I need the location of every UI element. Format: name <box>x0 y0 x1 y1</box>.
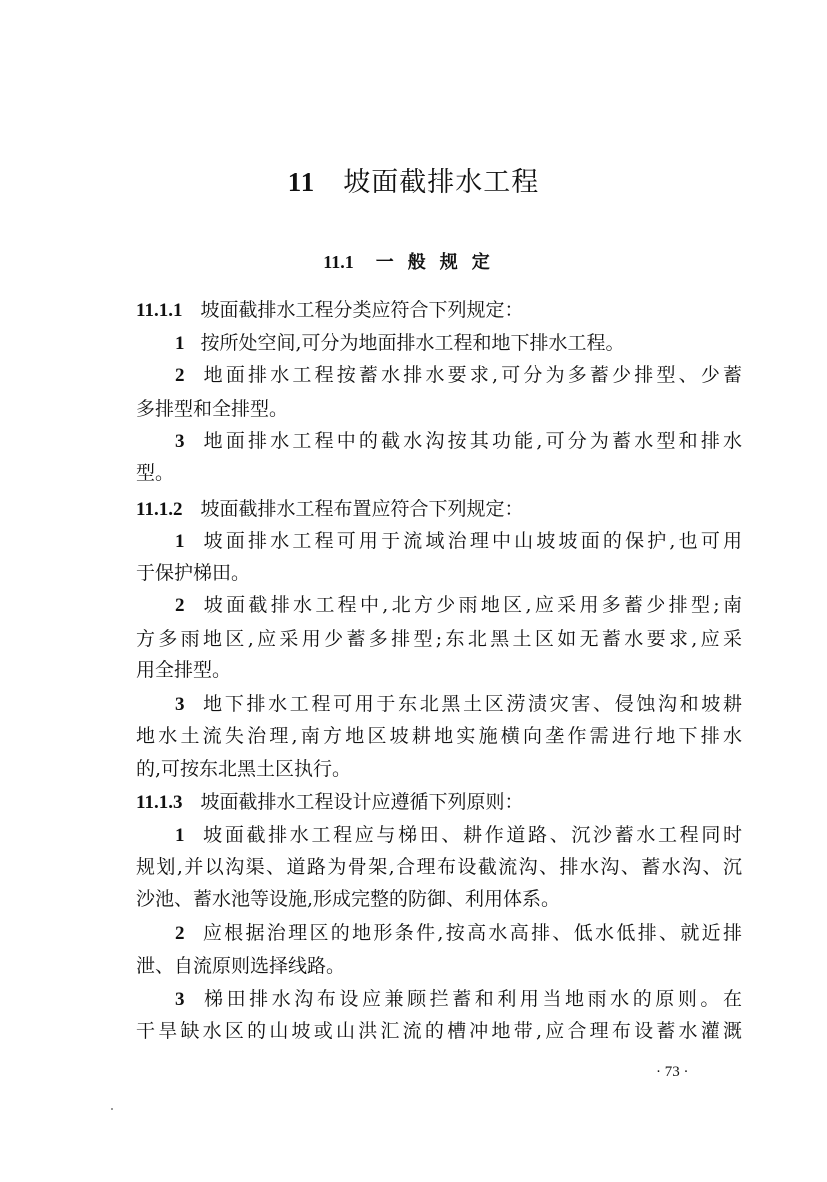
chapter-title-text: 坡面截排水工程 <box>343 167 540 198</box>
item-number: 2 <box>175 923 185 944</box>
text-line <box>136 757 742 781</box>
item-line <box>175 692 742 717</box>
line-text: 沙池、蓄水池等设施,形成完整的防御、利用体系。 <box>136 888 561 910</box>
clause-number: 11.1.3 <box>136 792 183 813</box>
text-line <box>136 658 742 682</box>
text-line <box>136 887 742 911</box>
clause-line <box>136 298 742 323</box>
page-number: · 73 · <box>656 1064 689 1080</box>
line-text: 方多雨地区,应采用少蓄多排型;东北黑土区如无蓄水要求,应采 <box>136 628 742 650</box>
text-line <box>136 855 742 879</box>
clause-line <box>136 790 742 815</box>
line-text: 坡面截排水工程布置应符合下列规定： <box>200 498 524 520</box>
item-number: 2 <box>175 595 185 616</box>
line-text: 应根据治理区的地形条件,按高水高排、低水低排、就近排 <box>200 922 742 944</box>
line-text: 坡面排水工程可用于流域治理中山坡坡面的保护,也可用 <box>200 530 742 552</box>
line-text: 坡面截排水工程应与梯田、耕作道路、沉沙蓄水工程同时 <box>200 824 742 846</box>
scan-speck <box>111 1108 113 1110</box>
section-title-text: 一般规定 <box>375 252 504 273</box>
clause-number: 11.1.2 <box>136 499 183 520</box>
text-line <box>136 397 742 421</box>
text-line <box>136 724 742 748</box>
line-text: 地水土流失治理,南方地区坡耕地实施横向垄作需进行地下排水 <box>136 725 742 747</box>
item-line <box>175 529 742 554</box>
item-number: 3 <box>175 989 185 1010</box>
item-line <box>175 987 742 1012</box>
chapter-title <box>0 160 827 199</box>
line-text: 用全排型。 <box>136 659 232 681</box>
line-text: 坡面截排水工程设计应遵循下列原则： <box>200 791 524 813</box>
chapter-number: 11 <box>287 167 316 197</box>
line-text: 坡面截排水工程分类应符合下列规定： <box>200 299 524 321</box>
section-number: 11.1 <box>323 252 354 272</box>
item-line <box>175 921 742 946</box>
line-text: 多排型和全排型。 <box>136 398 289 420</box>
section-title <box>0 248 827 274</box>
line-text: 坡面截排水工程中,北方少雨地区,应采用多蓄少排型;南 <box>200 594 742 616</box>
line-text: 梯田排水沟布设应兼顾拦蓄和利用当地雨水的原则。在 <box>200 988 742 1010</box>
line-text: 型。 <box>136 462 175 484</box>
text-line <box>136 1019 742 1043</box>
line-text: 泄、自流原则选择线路。 <box>136 955 346 977</box>
item-line <box>175 363 742 388</box>
item-number: 1 <box>175 333 185 354</box>
line-text: 的,可按东北黑土区执行。 <box>136 758 352 780</box>
item-number: 2 <box>175 365 185 386</box>
item-line <box>175 593 742 618</box>
item-line <box>175 331 742 356</box>
text-line <box>136 461 742 485</box>
item-line <box>175 823 742 848</box>
line-text: 干旱缺水区的山坡或山洪汇流的槽冲地带,应合理布设蓄水灌溉 <box>136 1020 742 1042</box>
line-text: 地面排水工程中的截水沟按其功能,可分为蓄水型和排水 <box>200 430 742 452</box>
line-text: 地面排水工程按蓄水排水要求,可分为多蓄少排型、少蓄 <box>200 364 742 386</box>
text-line <box>136 627 742 651</box>
line-text: 按所处空间,可分为地面排水工程和地下排水工程。 <box>200 332 625 354</box>
item-number: 1 <box>175 825 185 846</box>
item-number: 3 <box>175 694 185 715</box>
item-line <box>175 429 742 454</box>
item-number: 3 <box>175 431 185 452</box>
text-line <box>136 561 742 585</box>
item-number: 1 <box>175 531 185 552</box>
text-line <box>136 954 742 978</box>
line-text: 地下排水工程可用于东北黑土区涝渍灾害、侵蚀沟和坡耕 <box>200 693 742 715</box>
line-text: 规划,并以沟渠、道路为骨架,合理布设截流沟、排水沟、蓄水沟、沉 <box>136 856 742 878</box>
clause-line <box>136 497 742 522</box>
line-text: 于保护梯田。 <box>136 562 251 584</box>
clause-number: 11.1.1 <box>136 300 183 321</box>
